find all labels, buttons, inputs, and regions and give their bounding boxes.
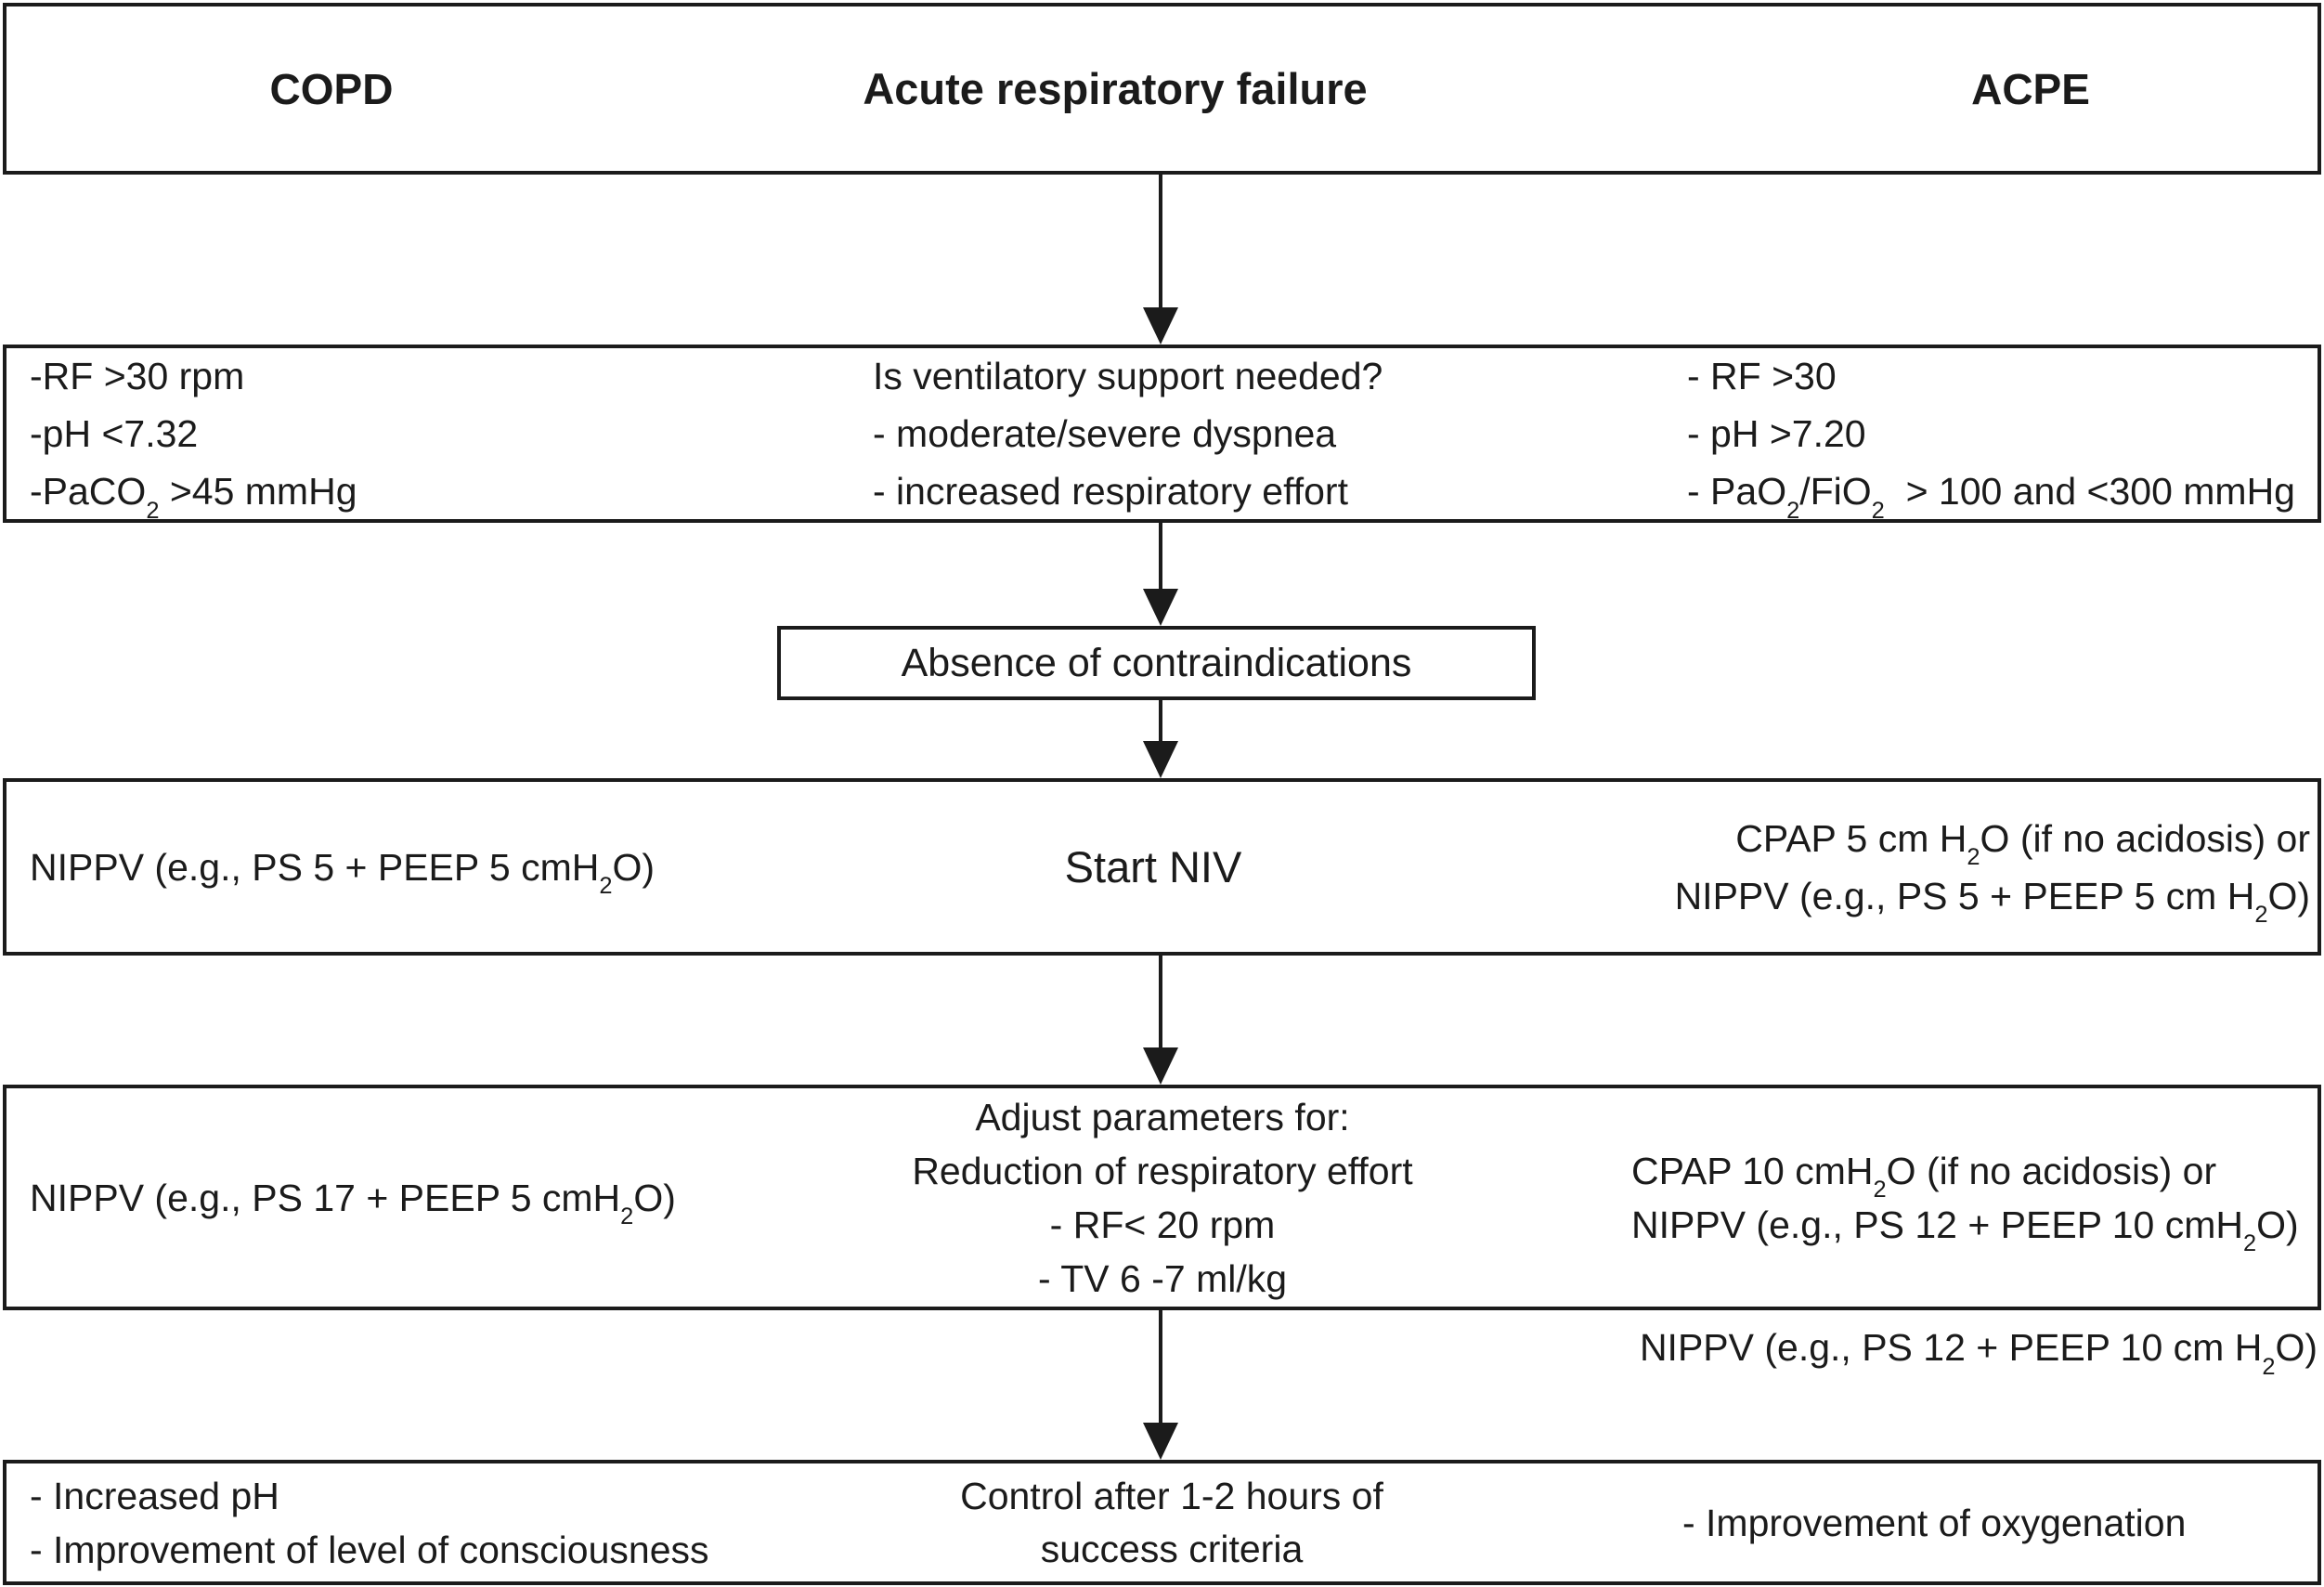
arrow-down-4 <box>1142 956 1179 1085</box>
criterion-line: - pH >7.20 <box>1687 412 1866 455</box>
therapy-line: NIPPV (e.g., PS 5 + PEEP 5 cm $H_2O$) <box>1674 874 2310 929</box>
diagram-title: Acute respiratory failure <box>863 64 1368 113</box>
copd-success-criteria <box>30 1463 791 1581</box>
arrow-head-icon <box>1143 589 1178 626</box>
criterion-line: -RF >30 rpm <box>30 355 245 397</box>
adjust-parameters-goals <box>837 1088 1487 1307</box>
arrow-down-3 <box>1142 700 1179 778</box>
criterion-line: -PaCO$_2$ >45 mmHg <box>30 470 357 524</box>
therapy-line: NIPPV (e.g., PS 12 + PEEP 10 cmH$_2$O) <box>1631 1203 2299 1257</box>
copd-assessment-criteria <box>30 348 698 524</box>
acpe-initial-therapy <box>1567 782 2310 952</box>
arrow-shaft <box>1159 523 1162 589</box>
acpe-escalation-note: NIPPV (e.g., PS 12 + PEEP 10 cm $H_2O$) <box>1639 1326 2318 1380</box>
copd-initial-therapy <box>30 782 773 952</box>
criterion-line: -pH <7.32 <box>30 412 199 455</box>
arrow-shaft <box>1159 175 1162 307</box>
contraindications-box <box>777 626 1536 700</box>
acpe-column-header: ACPE <box>1971 64 2090 113</box>
start-niv-label <box>875 782 1432 952</box>
control-box <box>3 1460 2321 1585</box>
start-niv-box <box>3 778 2321 956</box>
criterion-line: - Improvement of level of consciousness <box>30 1528 709 1571</box>
goal-line: Reduction of respiratory effort <box>912 1149 1413 1192</box>
arrow-shaft <box>1159 1310 1162 1423</box>
ventilatory-support-question <box>873 348 1578 519</box>
therapy-line: CPAP 10 cmH$_2$O (if no acidosis) or <box>1631 1149 2217 1203</box>
goal-line: Adjust parameters for: <box>975 1095 1350 1138</box>
copd-column-header: COPD <box>269 64 394 113</box>
adjust-parameters-box <box>3 1085 2321 1310</box>
criterion-line: - RF >30 <box>1687 355 1837 397</box>
criterion-line: - PaO$_2$/FiO$_2$ > 100 and <300 mmHg <box>1687 470 2295 524</box>
arrow-head-icon <box>1143 741 1178 778</box>
arrow-head-icon <box>1143 307 1178 345</box>
header-box <box>3 3 2321 175</box>
copd-adjusted-therapy <box>30 1088 773 1307</box>
criterion-line: - Increased pH <box>30 1474 279 1517</box>
acpe-success-criteria <box>1682 1463 2323 1581</box>
arrow-head-icon <box>1143 1423 1178 1460</box>
control-line: success criteria <box>1040 1527 1304 1570</box>
therapy-line: NIPPV (e.g., PS 17 + PEEP 5 cmH$_2$O) <box>30 1176 676 1230</box>
therapy-line: NIPPV (e.g., PS 5 + PEEP 5 cmH$_2$O) <box>30 845 656 900</box>
arrow-head-icon <box>1143 1047 1178 1085</box>
arrow-down-2 <box>1142 523 1179 626</box>
start-niv-text: Start NIV <box>1064 841 1242 891</box>
question-line: - moderate/severe dyspnea <box>873 412 1337 455</box>
question-line: - increased respiratory effort <box>873 470 1348 513</box>
acpe-assessment-criteria <box>1687 348 2324 524</box>
arrow-down-1 <box>1142 175 1179 345</box>
contraindications-label: Absence of contraindications <box>901 640 1412 685</box>
criterion-line: - Improvement of oxygenation <box>1682 1501 2187 1544</box>
acpe-adjusted-therapy <box>1631 1088 2324 1307</box>
control-line: Control after 1-2 hours of <box>960 1474 1383 1517</box>
arrow-down-5 <box>1142 1310 1179 1460</box>
assessment-box <box>3 345 2321 523</box>
therapy-line: CPAP 5 cm $H_2O$ (if no acidosis) or <box>1735 816 2310 871</box>
arrow-shaft <box>1159 700 1162 741</box>
question-line: Is ventilatory support needed? <box>873 355 1383 397</box>
arrow-shaft <box>1159 956 1162 1047</box>
goal-line: - RF< 20 rpm <box>1049 1203 1276 1246</box>
control-label <box>842 1463 1501 1581</box>
goal-line: - TV 6 -7 ml/kg <box>1037 1256 1288 1300</box>
